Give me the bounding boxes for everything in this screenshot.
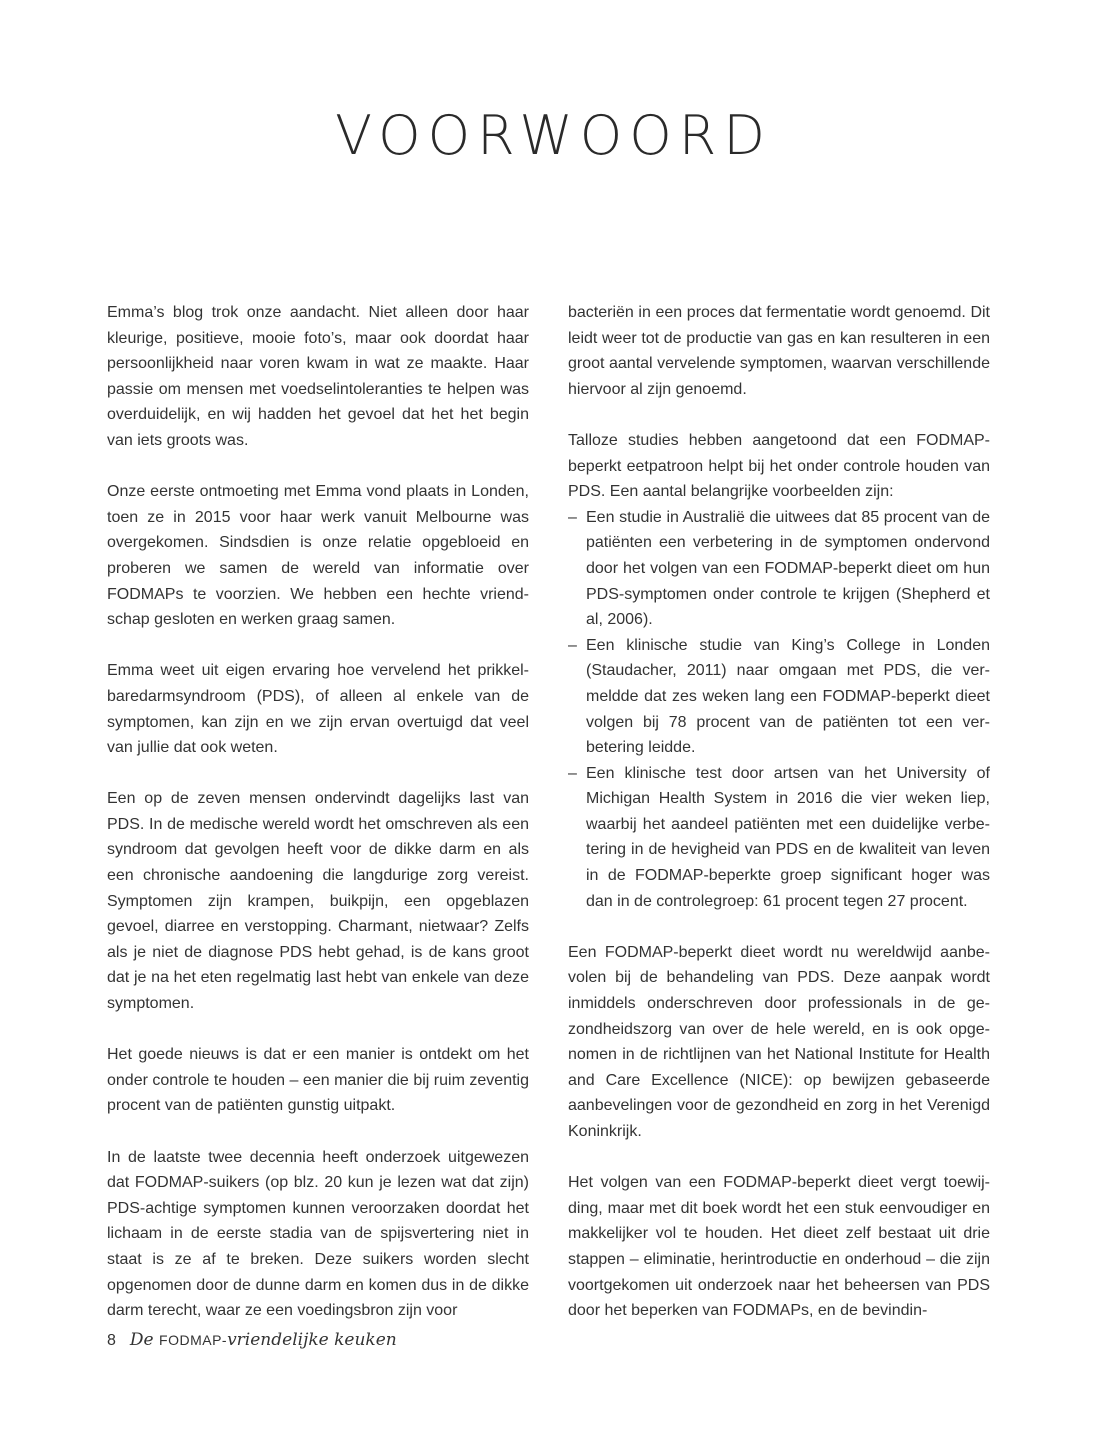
left-column: [107, 300, 529, 1349]
right-column: [568, 300, 990, 1349]
list-item: [568, 633, 990, 761]
book-title: [130, 1330, 397, 1350]
list-item-text: Een studie in Australië die uitwees dat 85 procent van de patiënten een verbetering in de symptomen ondervond door het volgen van een FODMAP-beperkt dieet om hun PDS-symptomen onder controle te krijgen (Shepherd et al, 2006).: [586, 508, 990, 629]
paragraph: bacteriën in een proces dat fermentatie wordt genoemd. Dit leidt weer tot de productie van gas en kan resulteren in een groot aantal vervelende symptomen, waarvan verschillende hiervoor al zijn genoemd.: [568, 304, 990, 398]
paragraph: Het goede nieuws is dat er een manier is ontdekt om het onder controle te houden – een manier die bij ruim zeventig procent van de patiënten gunstig uitpakt.: [107, 1046, 529, 1115]
page-number: 8: [107, 1332, 116, 1349]
list-item: [568, 761, 990, 915]
dash-bullet: –: [568, 764, 577, 782]
book-title-script: vriendelijke keuken: [227, 1330, 397, 1350]
paragraph: Emma weet uit eigen ervaring hoe vervelend het prikkelbaredarmsyndroom (PDS), of alleen al enkele van de symptomen, kan zijn en we zijn ervan overtuigd dat veel van jullie dat ook weten.: [107, 662, 529, 757]
page-title: VOORWOORD: [335, 104, 772, 167]
page-footer: [107, 1330, 397, 1350]
dash-bullet: –: [568, 508, 577, 526]
paragraph: In de laatste twee decennia heeft onderzoek uitgewezen dat FODMAP-suikers (op blz. 20 kun je lezen wat dat zijn) PDS-achtige symptomen kunnen veroorzaken doordat het lichaam in de eerste stadia van de spijsvertering niet in staat is ze af te breken. Deze suikers worden slecht opgenomen door de dunne darm en komen dus in de dikke darm terecht, waar ze een voedingsbron zijn voor: [107, 1148, 529, 1320]
paragraph: Het volgen van een FODMAP-beperkt dieet vergt toewijding, maar met dit boek wordt het een stuk eenvoudiger en makkelijker vol te houden. Het dieet zelf bestaat uit drie stappen – eliminatie, herintroductie en onderhoud – die zijn voortgekomen uit onderzoek naar het beheersen van PDS door het beperken van FODMAPs, en de bevindin-: [568, 1174, 990, 1320]
studies-list: [568, 505, 990, 915]
paragraph: Een op de zeven mensen ondervindt dagelijks last van PDS. In de medische wereld wordt het omschreven als een syndroom dat gevolgen heeft voor de dikke darm en als een chronische aandoening die langdurige zorg vereist. Symptomen zijn krampen, buikpijn, een opgeblazen gevoel, diarree en verstopping. Charmant, nietwaar? Zelfs als je niet de diagnose PDS hebt gehad, is de kans groot dat je na het eten regelmatig last hebt van enkele van deze symptomen.: [107, 790, 529, 1013]
paragraph: Emma’s blog trok onze aandacht. Niet alleen door haar kleurige, positieve, mooie foto’s, maar ook doordat haar persoonlijkheid naar voren kwam in wat ze maakte. Haar passie om mensen met voedselintoleranties te helpen was overduidelijk, en wij hadden het gevoel dat het het begin van iets groots was.: [107, 304, 529, 449]
list-item-text: Een klinische studie van King’s College in Londen (Staudacher, 2011) naar omgaan met PDS, die vermeldde dat zes weken lang een FODMAP-beperkt dieet volgen bij 78 procent van de patiënten tot een verbetering leidde.: [586, 636, 990, 757]
studies-intro: Talloze studies hebben aangetoond dat een FODMAP-beperkt eetpatroon helpt bij het onder controle houden van PDS. Een aantal belangrijke voorbeelden zijn:: [568, 431, 990, 501]
paragraph: Een FODMAP-beperkt dieet wordt nu wereldwijd aanbevolen bij de behandeling van PDS. Deze aanpak wordt inmiddels onderschreven door professionals in de gezondheidszorg van over de hele wereld, en is ook opgenomen in de richtlijnen van het National Institute for Health and Care Excellence (NICE): op bewijzen gebaseerde aanbevelingen voor de gezondheid en zorg in het Verenigd Koninkrijk.: [568, 943, 990, 1140]
book-title-prefix: De: [129, 1330, 154, 1350]
book-title-caps: FODMAP-: [159, 1332, 228, 1348]
dash-bullet: –: [568, 636, 577, 654]
list-item-text: Een klinische test door artsen van het University of Michigan Health System in 2016 die vier weken liep, waarbij het aandeel patiënten met een duidelijke verbetering in de hevigheid van PDS en de kwaliteit van leven in de FODMAP-beperkte groep significant hoger was dan in de controlegroep: 61 procent tegen 27 procent.: [586, 764, 990, 910]
paragraph: Onze eerste ontmoeting met Emma vond plaats in Londen, toen ze in 2015 voor haar werk vanuit Melbourne was overgekomen. Sindsdien is onze relatie opgebloeid en proberen we samen de wereld van informatie over FODMAPs te voorzien. We hebben een hechte vriendschap gesloten en werken graag samen.: [107, 483, 529, 629]
list-item: [568, 505, 990, 633]
